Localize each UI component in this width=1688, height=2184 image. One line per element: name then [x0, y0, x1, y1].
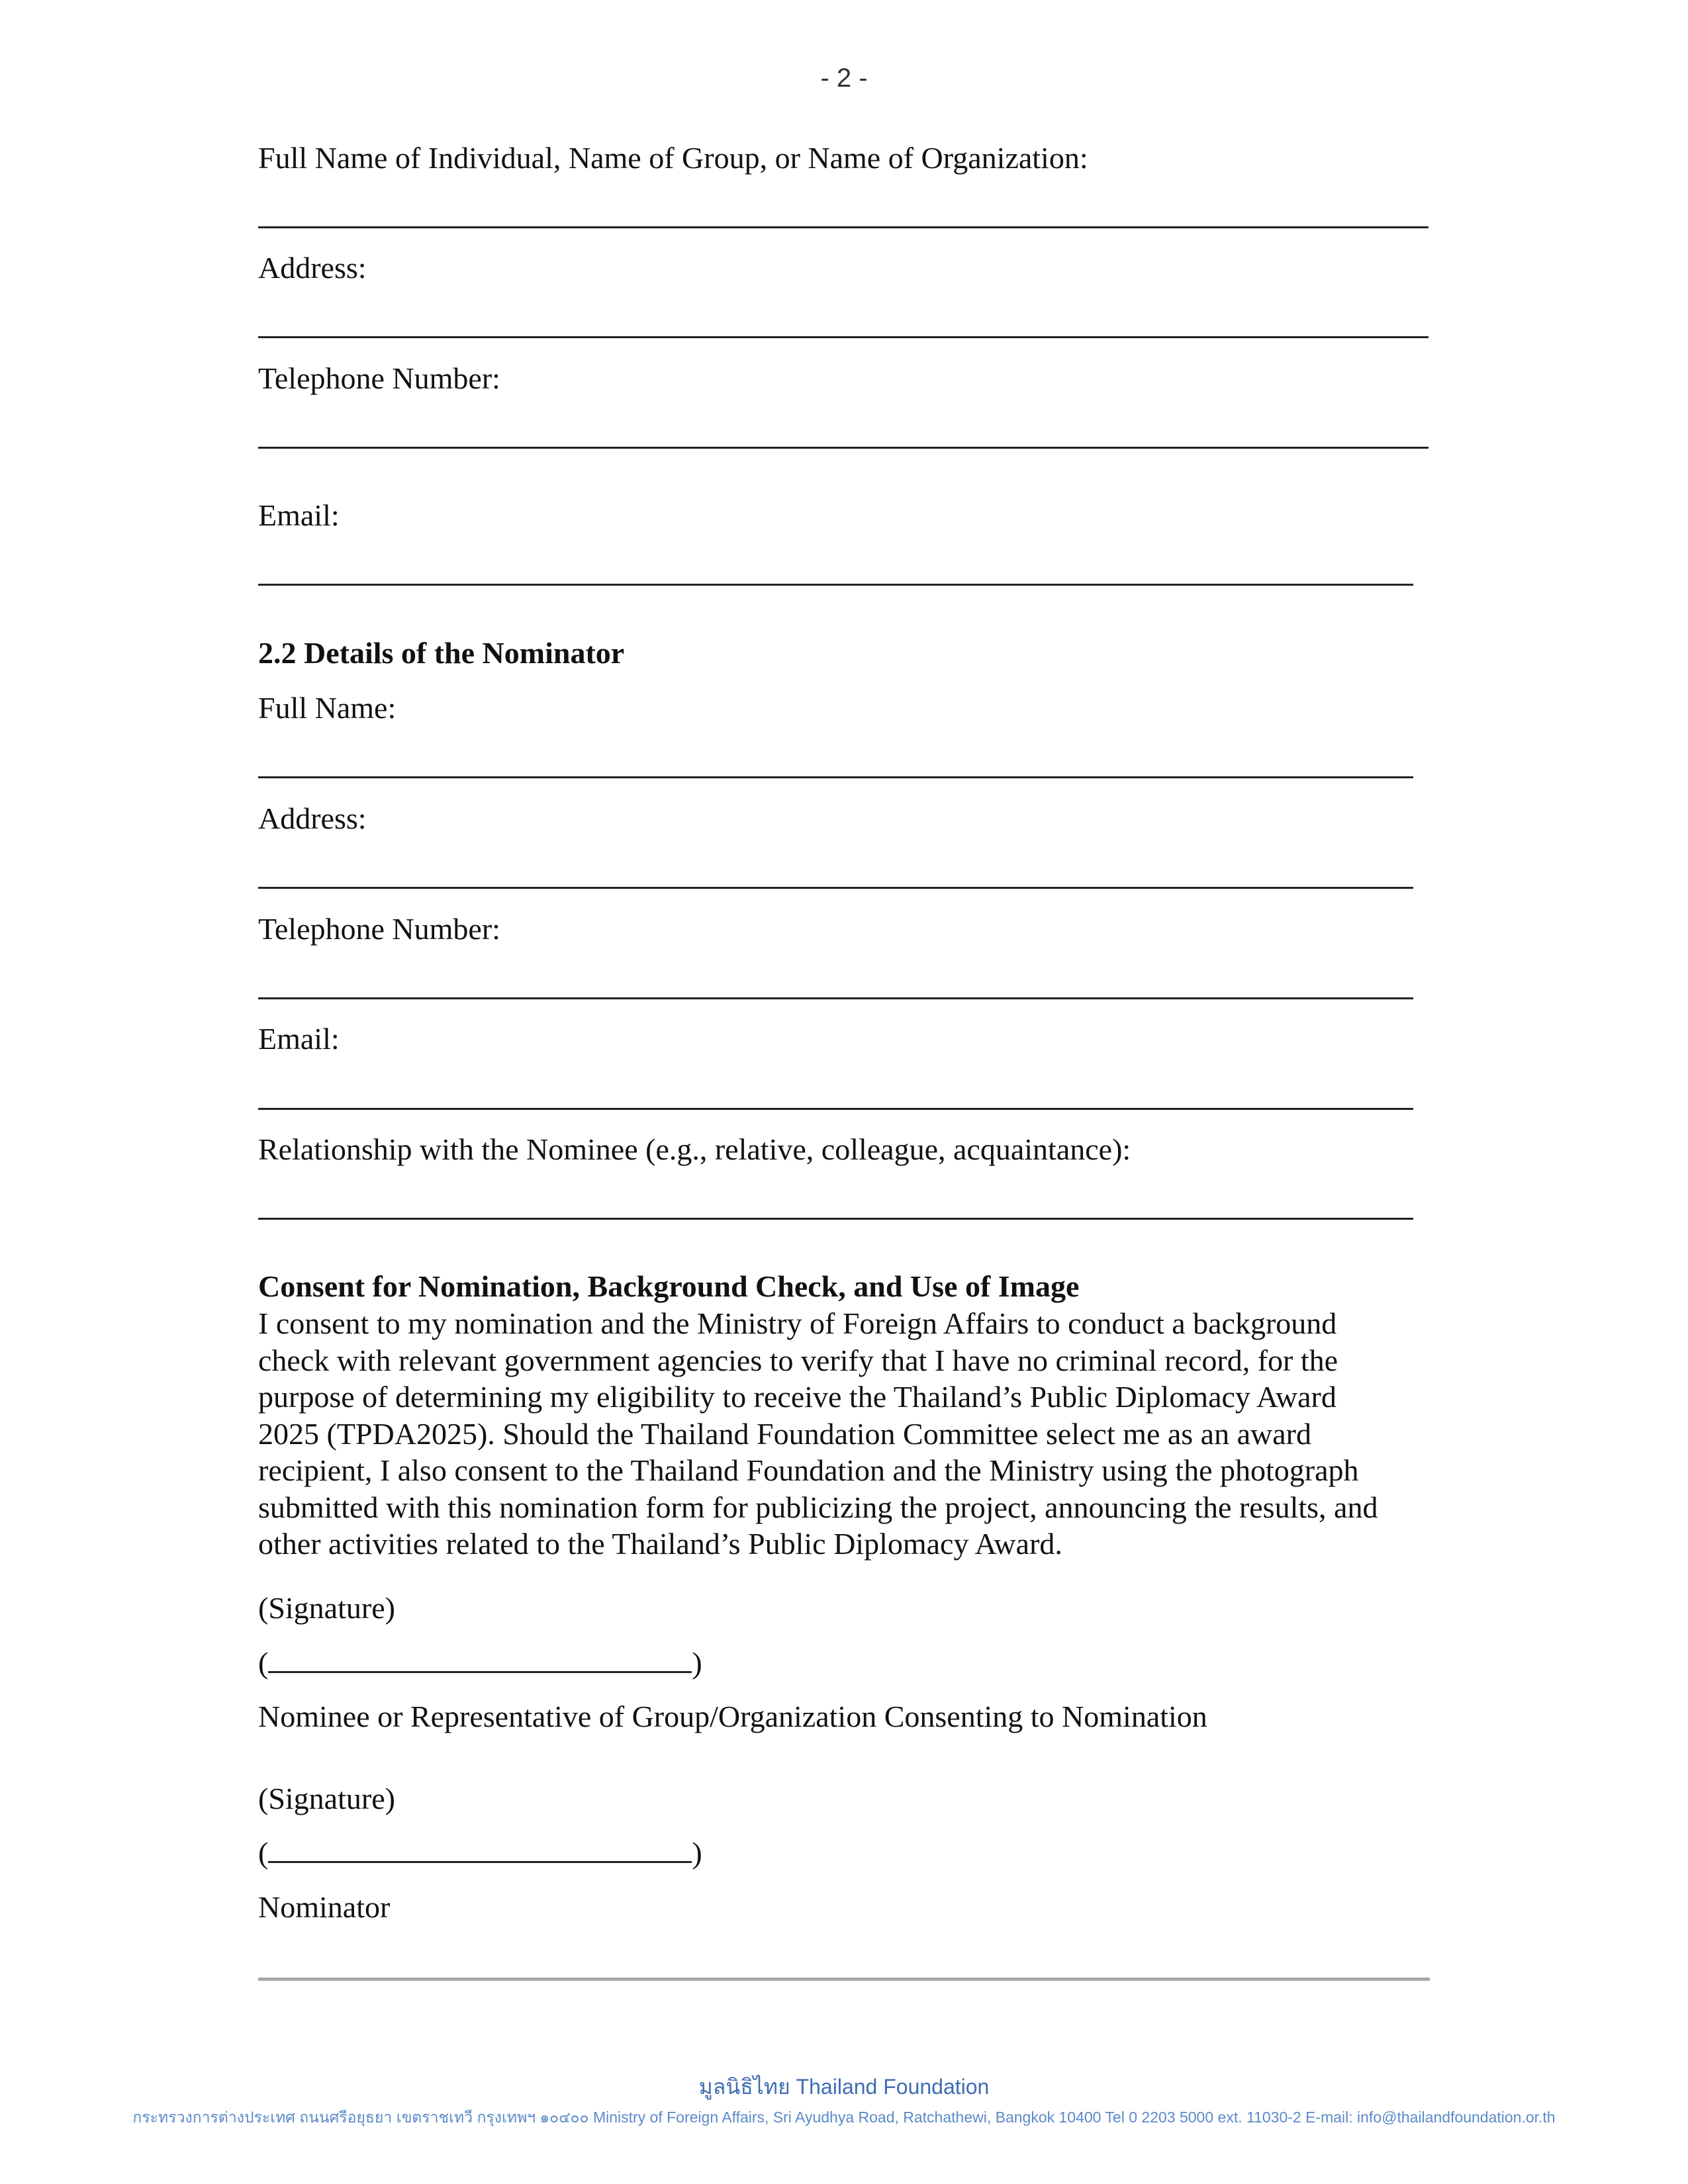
nominator-telephone-label: Telephone Number:: [258, 912, 500, 946]
consent-line: other activities related to the Thailand’s Public Diplomacy Award.: [258, 1527, 1062, 1561]
nominee-telephone-label: Telephone Number:: [258, 361, 500, 395]
nominator-email-field[interactable]: [258, 1108, 1413, 1110]
page-number: - 2 -: [820, 64, 868, 93]
nominator-name-blank[interactable]: [268, 1835, 692, 1863]
consent-line: 2025 (TPDA2025). Should the Thailand Foundation Committee select me as an award: [258, 1416, 1311, 1451]
consent-line: I consent to my nomination and the Ministry of Foreign Affairs to conduct a background: [258, 1306, 1337, 1340]
nominee-address-field[interactable]: [258, 336, 1429, 338]
nominator-address-label: Address:: [258, 801, 367, 835]
nominator-full-name-field[interactable]: [258, 776, 1413, 778]
nominee-address-label: Address:: [258, 251, 367, 285]
footer-divider: [258, 1978, 1430, 1981]
consent-line: recipient, I also consent to the Thailand Foundation and the Ministry using the photograph: [258, 1453, 1359, 1487]
nominee-email-field[interactable]: [258, 584, 1413, 586]
nominee-name-blank[interactable]: [268, 1645, 692, 1673]
footer-organization: มูลนิธิไทย Thailand Foundation: [698, 2075, 990, 2099]
consent-line: check with relevant government agencies to verify that I have no criminal record, for the: [258, 1343, 1338, 1377]
footer-address: กระทรวงการต่างประเทศ ถนนศรีอยุธยา เขตราชเทวี กรุงเทพฯ ๑๐๔๐๐ Ministry of Foreign Affairs, Sri Ayudhya Road, Ratchathewi, Bangkok 10400 Tel 0 2203 5000 ext. 11030-2 E-mail: info@thailandfoundation.or.th: [132, 2109, 1556, 2126]
consent-line: submitted with this nomination form for publicizing the project, announcing the results, and: [258, 1490, 1378, 1524]
nominator-telephone-field[interactable]: [258, 997, 1413, 999]
nominee-full-name-label: Full Name of Individual, Name of Group, or Name of Organization:: [258, 141, 1088, 175]
consent-line: purpose of determining my eligibility to receive the Thailand’s Public Diplomacy Award: [258, 1380, 1336, 1414]
nominator-full-name-label: Full Name:: [258, 691, 397, 725]
nominee-telephone-field[interactable]: [258, 447, 1429, 449]
nominator-signature-role: Nominator: [258, 1890, 391, 1924]
nominee-signature-role: Nominee or Representative of Group/Organization Consenting to Nomination: [258, 1700, 1207, 1733]
nominee-email-label: Email:: [258, 498, 340, 532]
nominator-relationship-label: Relationship with the Nominee (e.g., relative, colleague, acquaintance):: [258, 1132, 1131, 1166]
nominator-relationship-field[interactable]: [258, 1218, 1413, 1220]
nominee-full-name-field[interactable]: [258, 226, 1429, 228]
nominator-signature-field[interactable]: [258, 1835, 702, 1871]
nominator-email-label: Email:: [258, 1022, 340, 1056]
open-paren: (: [258, 1836, 269, 1870]
close-paren: ): [692, 1646, 702, 1680]
nominee-signature-field[interactable]: [258, 1645, 702, 1681]
nominee-signature-label: (Signature): [258, 1591, 395, 1625]
consent-paragraph: [258, 1305, 1436, 1563]
nominator-section-heading: 2.2 Details of the Nominator: [258, 636, 625, 670]
nominator-signature-label: (Signature): [258, 1782, 395, 1815]
close-paren: ): [692, 1836, 702, 1870]
open-paren: (: [258, 1646, 269, 1680]
consent-heading: Consent for Nomination, Background Check, and Use of Image: [258, 1269, 1080, 1303]
nominator-address-field[interactable]: [258, 887, 1413, 889]
